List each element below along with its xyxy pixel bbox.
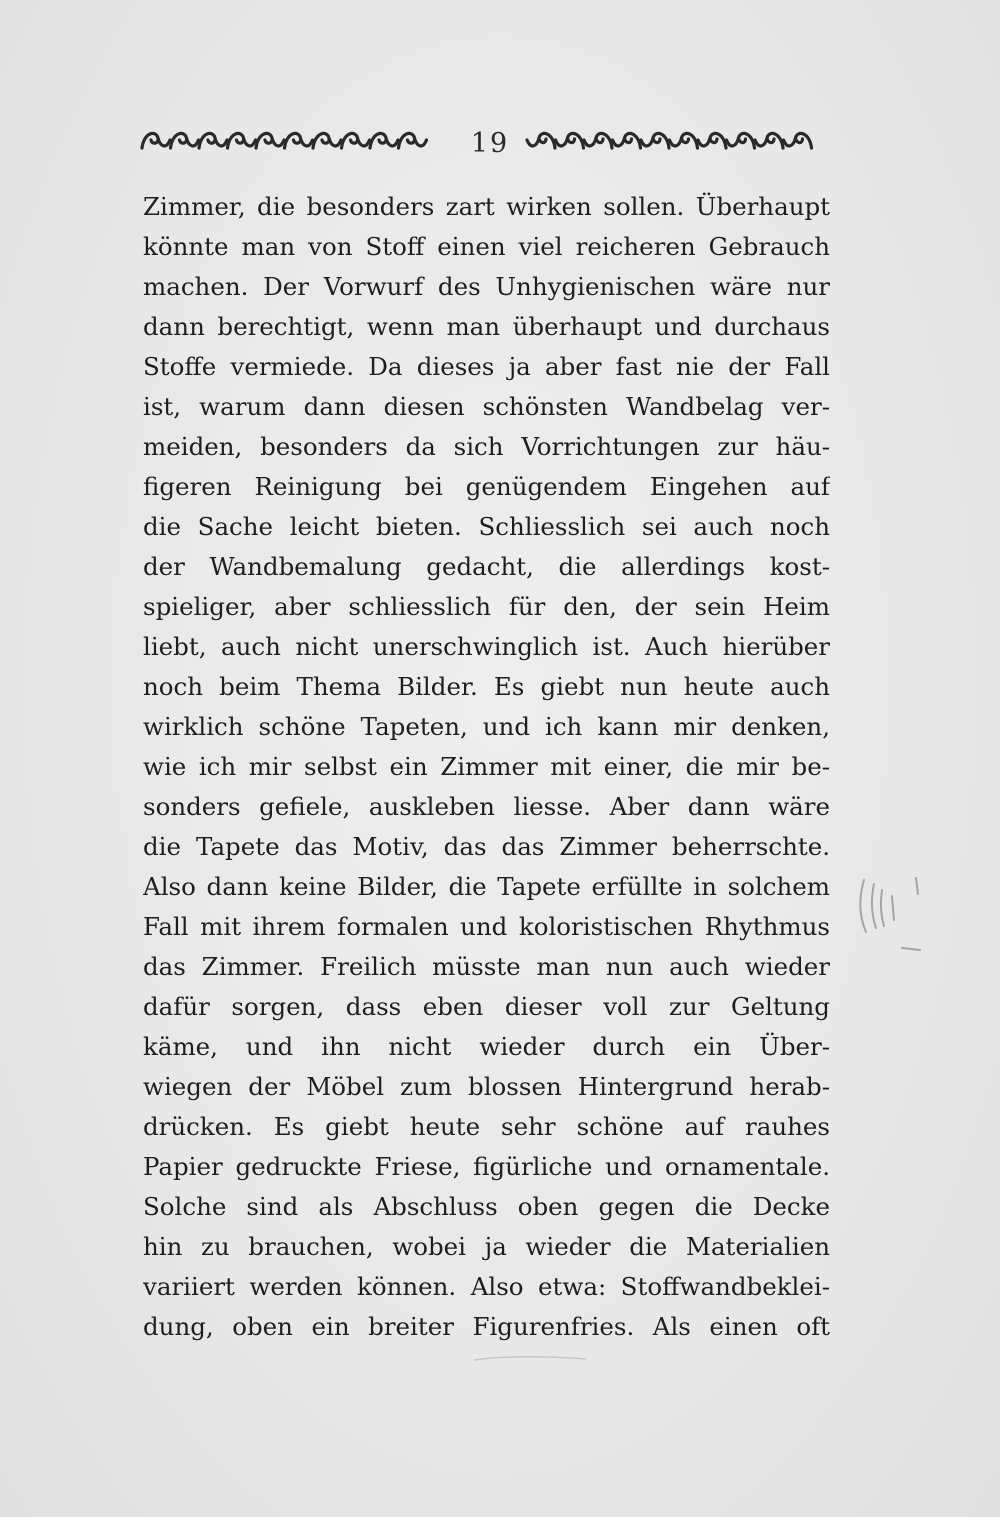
text-line: dung, oben ein breiter Figurenfries. Als einen oft [143, 1312, 830, 1341]
ornament-scroll [755, 133, 783, 148]
text-line: könnte man von Stoff einen viel reicheren Gebrauch [143, 232, 830, 261]
text-line: hin zu brauchen, wobei ja wieder die Materialien [143, 1232, 830, 1261]
faint-scratch-mark [470, 1352, 590, 1366]
text-line: wirklich schöne Tapeten, und ich kann mir denken, [143, 712, 830, 741]
ornament-border-left-icon [138, 126, 438, 156]
ornament-scroll [784, 133, 812, 148]
text-line: die Sache leicht bieten. Schliesslich sei auch noch [143, 512, 830, 541]
ornament-scroll [641, 133, 669, 148]
ornament-scroll [228, 133, 256, 148]
ornament-scroll [285, 133, 313, 148]
ornament-scroll [584, 133, 612, 148]
page-number: 19 [470, 128, 510, 159]
text-line: Zimmer, die besonders zart wirken sollen. Überhaupt [143, 192, 830, 221]
text-line: dann berechtigt, wenn man überhaupt und durchaus [143, 312, 830, 341]
ornament-scroll [142, 133, 170, 148]
ornament-border-right-icon [523, 126, 823, 156]
ornament-scroll [613, 133, 641, 148]
text-line: wiegen der Möbel zum blossen Hintergrund herab- [143, 1072, 830, 1101]
pencil-margin-mark-icon [852, 870, 942, 960]
ornament-scroll [698, 133, 726, 148]
text-line: ist, warum dann diesen schönsten Wandbelag ver- [143, 392, 830, 421]
text-line: das Zimmer. Freilich müsste man nun auch wieder [143, 952, 830, 981]
text-line: sonders gefiele, auskleben liesse. Aber dann wäre [143, 792, 830, 821]
text-line: Fall mit ihrem formalen und koloristischen Rhythmus [143, 912, 830, 941]
text-line: variiert werden können. Also etwa: Stoffwandbeklei- [143, 1272, 830, 1301]
text-line: der Wandbemalung gedacht, die allerdings kost- [143, 552, 830, 581]
text-line: wie ich mir selbst ein Zimmer mit einer, die mir be- [143, 752, 830, 781]
text-line: figeren Reinigung bei genügendem Eingehen auf [143, 472, 830, 501]
text-line: die Tapete das Motiv, das das Zimmer beherrschte. [143, 832, 830, 861]
ornament-scroll [256, 133, 284, 148]
ornament-scroll [727, 133, 755, 148]
ornament-scroll [399, 133, 427, 148]
ornament-scroll [313, 133, 341, 148]
ornament-scroll [342, 133, 370, 148]
text-line: liebt, auch nicht unerschwinglich ist. Auch hierüber [143, 632, 830, 661]
page-header [138, 122, 830, 166]
text-line: Papier gedruckte Friese, figürliche und ornamentale. [143, 1152, 830, 1181]
body-text [143, 187, 830, 1347]
ornament-scroll [527, 133, 555, 148]
text-line: machen. Der Vorwurf des Unhygienischen wäre nur [143, 272, 830, 301]
text-line: Also dann keine Bilder, die Tapete erfüllte in solchem [143, 872, 830, 901]
text-line: Stoffe vermiede. Da dieses ja aber fast nie der Fall [143, 352, 830, 381]
text-line: käme, und ihn nicht wieder durch ein Über- [143, 1032, 830, 1061]
text-line: drücken. Es giebt heute sehr schöne auf rauhes [143, 1112, 830, 1141]
text-line: noch beim Thema Bilder. Es giebt nun heute auch [143, 672, 830, 701]
ornament-scroll [199, 133, 227, 148]
ornament-scroll [556, 133, 584, 148]
text-line: dafür sorgen, dass eben dieser voll zur Geltung [143, 992, 830, 1021]
text-line: spieliger, aber schliesslich für den, der sein Heim [143, 592, 830, 621]
ornament-scroll [370, 133, 398, 148]
ornament-scroll [670, 133, 698, 148]
ornament-scroll [171, 133, 199, 148]
text-line: meiden, besonders da sich Vorrichtungen zur häu- [143, 432, 830, 461]
text-line: Solche sind als Abschluss oben gegen die Decke [143, 1192, 830, 1221]
